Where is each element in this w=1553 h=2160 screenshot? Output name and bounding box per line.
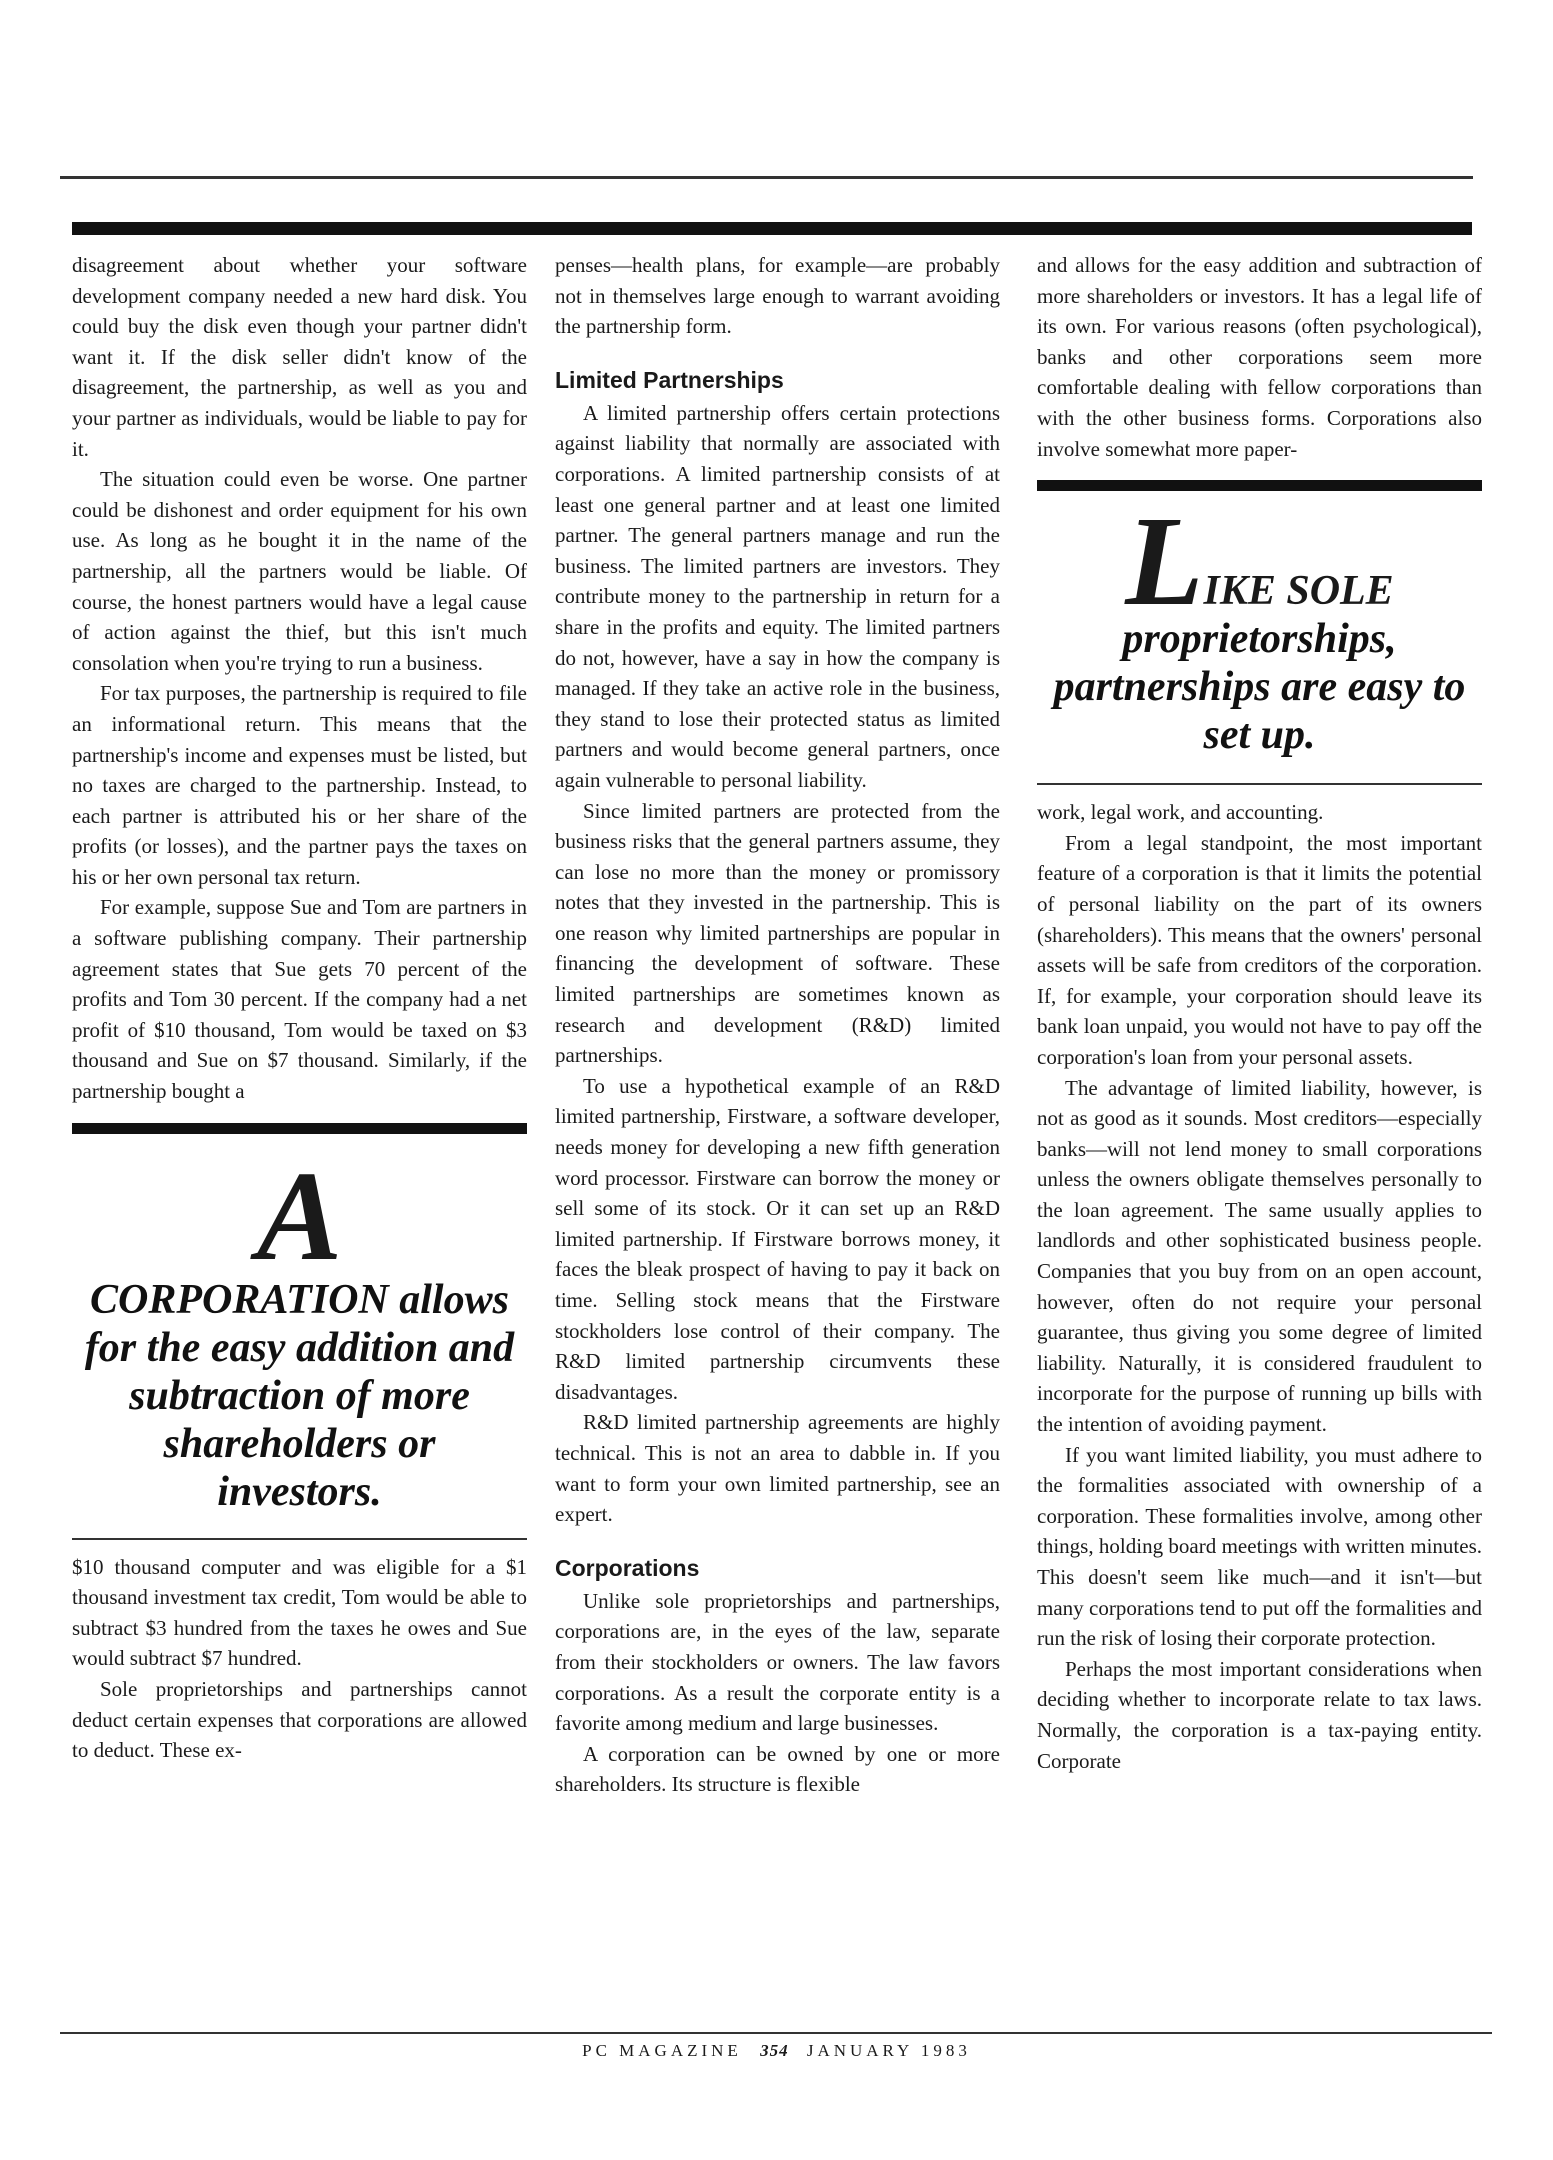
pull-quote-top-bar [72,1123,527,1134]
paragraph: penses—health plans, for example—are probably not in themselves large enough to warrant avoiding the partnership form. [555,253,1000,339]
top-thick-bar [72,222,1472,235]
pull-quote-corporation [72,1123,527,1540]
paragraph: To use a hypothetical example of an R&D limited partnership, Firstware, a software developer, needs money for developing a new fifth generation word processor. Firstware can borrow the money or sell some of its stock. Or it can set up an R&D limited partnership. If Firstware borrows money, it faces the bleak prospect of having to pay it back on time. Selling stock means that the Firstware stockholders lose control of their company. The R&D limited partnership circumvents these disadvantages. [555,1073,1000,1404]
footer-page-number: 354 [760,2041,789,2060]
pull-quote-sole-proprietorships [1037,480,1482,785]
pull-quote-dropcap: L [1125,490,1204,633]
section-heading-corporations: Corporations [555,1554,700,1581]
paragraph: Unlike sole proprietorships and partnerships, corporations are, in the eyes of the law, separate from their stockholders or owners. The law favors corporations. As a result the corporate entity is a favorite among medium and large businesses. [555,1588,1000,1736]
paragraph: For example, suppose Sue and Tom are partners in a software publishing company. Their partnership agreement states that Sue gets 70 percent of the profits and Tom 30 percent. If the company had a net profit of $10 thousand, Tom would be taxed on $3 thousand and Sue on $7 thousand. Similarly, if the partnership bought a [72,895,527,1104]
paragraph: From a legal standpoint, the most important feature of a corporation is that it limits the potential of personal liability on the part of its owners (shareholders). This means that the owners' personal assets will be safe from creditors of the corporation. If, for example, your corporation should leave its bank loan unpaid, you would not have to pay off the corporation's loan from your personal assets. [1037,830,1482,1069]
pull-quote-text: proprietorships, partnerships are easy to set up. [1053,616,1466,759]
pull-quote-heading [1037,490,1482,633]
paragraph: R&D limited partnership agreements are highly technical. This is not an area to dabble in. If you want to form your own limited partnership, see an expert. [555,1410,1000,1527]
page-footer [0,2041,1553,2061]
footer-date: JANUARY 1983 [806,2041,971,2060]
paragraph: A limited partnership offers certain protections against liability that normally are associated with corporations. A limited partnership consists of at least one general partner and at least one limited partner. The general partners manage and run the business. The limited partners are investors. They contribute money to the partnership in return for a share in the profits and equity. The limited partners do not, however, have a say in how the company is managed. If they take an active role in the business, they stand to lose their protected status as limited partners and would become general partners, once again vulnerable to personal liability. [555,400,1000,792]
paragraph: If you want limited liability, you must adhere to the formalities associated with ownership of a corporation. These formalities involve, among other things, holding board meetings with written minutes. This doesn't seem like much—and it isn't—but many corporations tend to put off the formalities and run the risk of losing their corporate protection. [1037,1442,1482,1651]
column-2 [555,250,1000,1800]
paragraph: Perhaps the most important considerations when deciding whether to incorporate relate to tax laws. Normally, the corporation is a tax-paying entity. Corporate [1037,1656,1482,1773]
top-thin-rule [60,176,1473,179]
paragraph: disagreement about whether your software development company needed a new hard disk. You could buy the disk even though your partner didn't want it. If the disk seller didn't know of the disagreement, the partnership, as well as you and your partner as individuals, would be liable to pay for it. [72,253,527,461]
pull-quote-first-line: IKE SOLE [1203,568,1394,615]
section-heading-limited-partnerships: Limited Partnerships [555,366,784,393]
pull-quote-initial: A [256,1144,343,1287]
paragraph: Sole proprietorships and partnerships cannot deduct certain expenses that corporations are allowed to deduct. These ex- [72,1677,527,1763]
paragraph: $10 thousand computer and was eligible for a $1 thousand investment tax credit, Tom would be able to subtract $3 hundred from the taxes he owes and Sue would subtract $7 hundred. [72,1554,527,1671]
pull-quote-bottom-rule [72,1538,527,1540]
paragraph: For tax purposes, the partnership is required to file an informational return. This means that the partnership's income and expenses must be listed, but no taxes are charged to the partnership. Instead, to each partner is attributed his or her share of the profits (or losses), and the partner pays the taxes on his or her own personal tax return. [72,681,527,889]
paragraph: The situation could even be worse. One partner could be dishonest and order equipment for his own use. As long as he bought it in the name of the partnership, all the partners would be liable. Of course, the honest partners would have a legal cause of action against the thief, but this isn't much consolation when you're trying to run a business. [72,467,527,675]
paragraph: and allows for the easy addition and subtraction of more shareholders or investors. It has a legal life of its own. For various reasons (often psychological), banks and other corporations seem more comfortable dealing with fellow corporations than with the other business forms. Corporations also involve somewhat more paper- [1037,253,1482,461]
pull-quote-text: CORPORATION allows for the easy addition and subtraction of more shareholders or investors. [84,1276,515,1515]
paragraph: Since limited partners are protected from the business risks that the general partners assume, they can lose no more than the money or promissory notes that they invested in the partnership. This is one reason why limited partnerships are popular in financing the development of software. These limited partnerships are sometimes known as research and development (R&D) limited partnerships. [555,798,1000,1068]
footer-rule [60,2032,1492,2034]
pull-quote-bottom-rule [1037,783,1482,785]
column-3 [1037,250,1482,1776]
paragraph: work, legal work, and accounting. [1037,800,1324,825]
pull-quote-top-bar [1037,480,1482,491]
column-1 [72,250,527,1766]
footer-magazine: PC MAGAZINE [582,2041,742,2060]
paragraph: The advantage of limited liability, however, is not as good as it sounds. Most creditors—especially banks—will not lend money to small corporations unless the owners obligate themselves personally to the loan agreement. The same usually applies to landlords and other sophisticated business people. Companies that you buy from on an open account, however, often do not require your personal guarantee, thus giving you some degree of limited liability. Naturally, it is considered fraudulent to incorporate for the purpose of running up bills with the intention of avoiding payment. [1037,1075,1482,1437]
paragraph: A corporation can be owned by one or more shareholders. Its structure is flexible [555,1741,1000,1797]
